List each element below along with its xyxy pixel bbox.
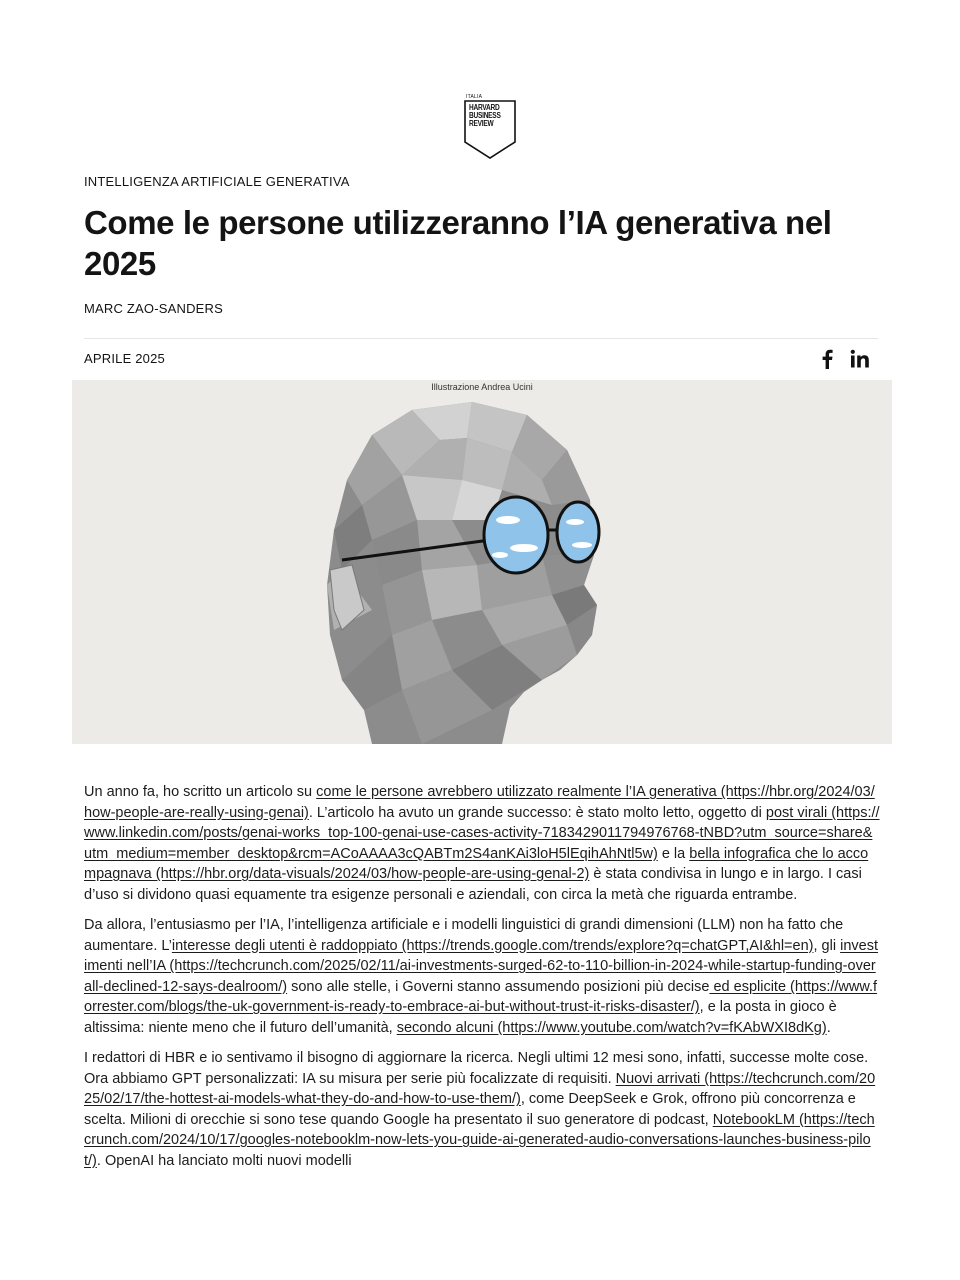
- link-ai-investments[interactable]: investimenti nell’IA (https://techcrunch.com/2025/02/11/ai-investments-surged-62-to-110-billion-in-2024-while-startup-funding-overall-declined-12-says-dealroom/): [84, 937, 878, 995]
- share-linkedin-button[interactable]: [850, 347, 872, 371]
- text-run: e la: [657, 845, 690, 862]
- link-user-interest[interactable]: interesse degli utenti è raddoppiato (https://trends.google.com/trends/explore?q=chatGPT,AI&hl=en): [171, 937, 814, 954]
- logo-line-business: BUSINESS: [469, 111, 501, 120]
- text-run: I redattori di HBR e io sentivamo il bisogno di aggiornare la ricerca. Negli ultimi 12 mesi sono, infatti, successe molte cose. Ora abbiamo GPT personalizzati: IA su misura per serie più focalizzate di requisiti.: [84, 1050, 869, 1087]
- link-according-to-some[interactable]: secondo alcuni (https://www.youtube.com/watch?v=fKAbWXI8dKg): [396, 1019, 827, 1036]
- article-author[interactable]: MARC ZAO-SANDERS: [84, 301, 223, 316]
- text-run: . L’articolo ha avuto un grande successo: è stato molto letto, oggetto di: [308, 804, 766, 821]
- text-run: .: [826, 1019, 831, 1036]
- article-body: [84, 782, 880, 1181]
- link-notebooklm[interactable]: NotebookLM (https://techcrunch.com/2024/10/17/googles-notebooklm-now-lets-you-guide-ai-generated-audio-conversations-launches-business-pilot/): [84, 1111, 875, 1169]
- linkedin-icon: [850, 349, 870, 369]
- header-divider: [84, 338, 878, 339]
- text-run: , gli: [813, 937, 841, 954]
- text-run: è stata condivisa in lungo e in largo. I casi d’uso si dividono quasi equamente tra esigenze personali e aziendali, con circa la metà che riguarda entrambe.: [84, 866, 862, 903]
- hero-illustration: [72, 380, 892, 744]
- text-run: , e la posta in gioco è altissima: niente meno che il futuro dell’umanità,: [84, 999, 837, 1036]
- text-run: Da allora, l’entusiasmo per l’IA, l’intelligenza artificiale e i modelli linguistici di grandi dimensioni (LLM) non ha fatto che aumentare. L’: [84, 917, 844, 954]
- logo-country: ITALIA: [466, 94, 483, 100]
- share-facebook-button[interactable]: [820, 347, 836, 371]
- link-how-people-using-genai[interactable]: come le persone avrebbero utilizzato realmente l’IA generativa (https://hbr.org/2024/03/how-people-are-really-using-genai): [84, 784, 875, 821]
- illustration-credit: Illustrazione Andrea Ucini: [431, 382, 533, 392]
- article-category[interactable]: INTELLIGENZA ARTIFICIALE GENERATIVA: [84, 174, 350, 189]
- link-viral-posts[interactable]: post virali (https://www.linkedin.com/posts/genai-works_top-100-genai-use-cases-activity-7183429011794976768-tNBD?utm_source=share&utm_medium=member_desktop&rcm=ACoAAAA3cQABTm2S4anKAi3loH5lEqihAhNtl5w): [84, 804, 880, 862]
- text-run: Un anno fa, ho scritto un articolo su: [84, 784, 317, 800]
- text-run: sono alle stelle, i Governi stanno assumendo posizioni più decise: [287, 978, 710, 995]
- link-government-positions[interactable]: ed esplicite (https://www.forrester.com/blogs/the-uk-government-is-ready-to-embrace-ai-but-without-trust-it-risks-disaster/): [84, 978, 878, 1015]
- paragraph-2: [84, 915, 880, 1038]
- text-run: . OpenAI ha lanciato molti nuovi modelli: [96, 1152, 352, 1169]
- logo-line-review: REVIEW: [469, 119, 494, 128]
- facebook-icon: [820, 349, 834, 369]
- text-run: , come DeepSeek e Grok, offrono più concorrenza e scelta. Milioni di orecchie si sono tese quando Google ha presentato il suo generatore di podcast,: [84, 1091, 856, 1128]
- logo-line-harvard: HARVARD: [469, 103, 500, 112]
- paragraph-1: [84, 782, 880, 905]
- article-title: Come le persone utilizzeranno l’IA generativa nel 2025: [84, 204, 832, 282]
- link-new-arrivals[interactable]: Nuovi arrivati (https://techcrunch.com/2025/02/17/the-hottest-ai-models-what-they-do-and-how-to-use-them/): [84, 1070, 876, 1107]
- hbr-italia-logo[interactable]: [463, 92, 517, 160]
- polygonal-head-illustration: [72, 380, 892, 744]
- link-infographic[interactable]: bella infografica che lo accompagnava (https://hbr.org/data-visuals/2024/03/how-people-are-using-genal-2): [84, 845, 869, 882]
- paragraph-3: [84, 1048, 880, 1171]
- article-date: APRILE 2025: [84, 351, 165, 366]
